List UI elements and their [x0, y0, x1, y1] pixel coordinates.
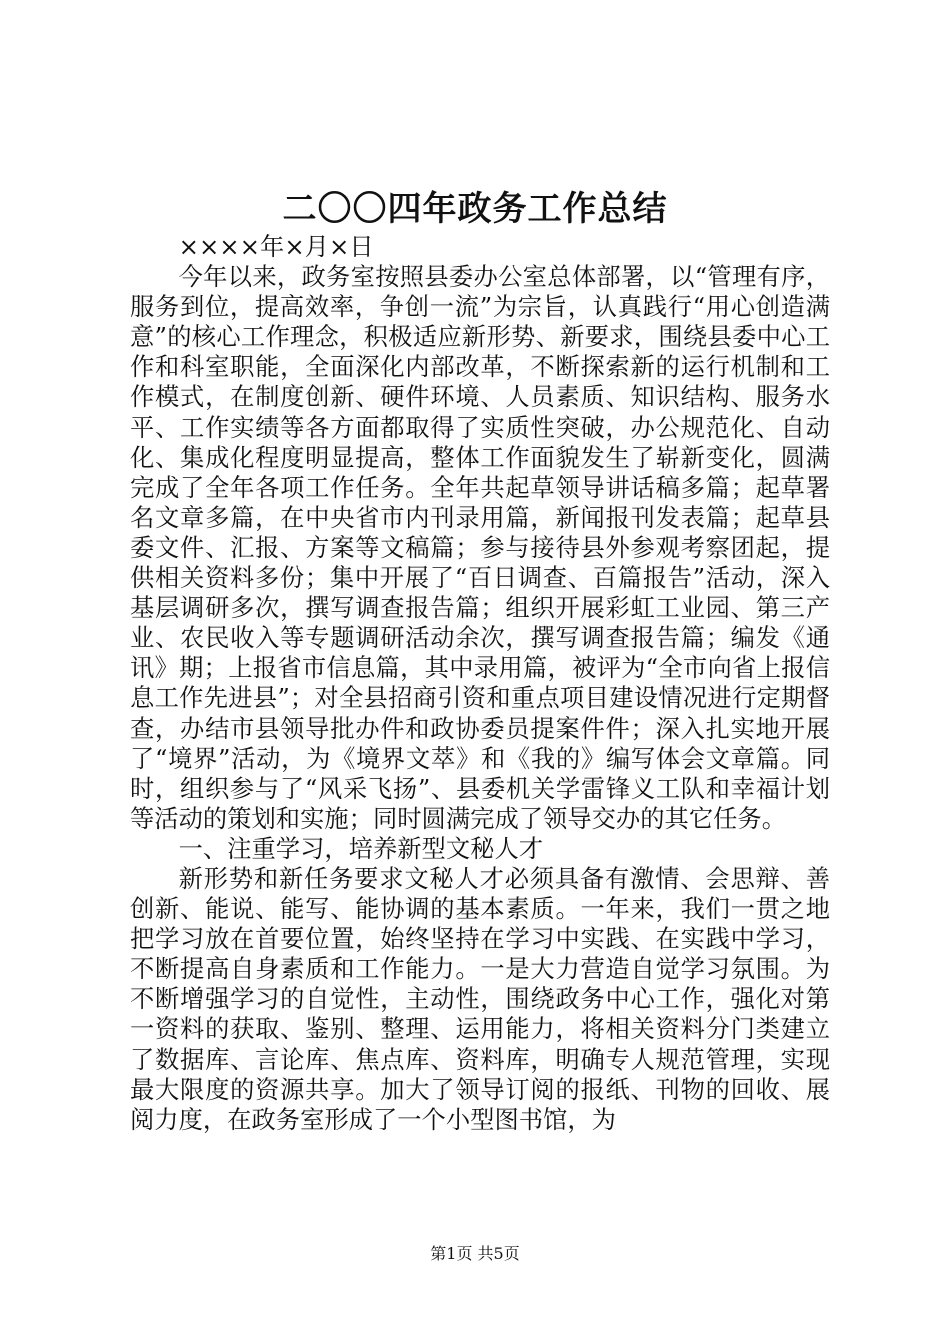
document-body — [130, 232, 830, 1135]
intro-paragraph: 今年以来，政务室按照县委办公室总体部署，以“管理有序，服务到位，提高效率，争创一流”为宗旨，认真践行“用心创造满意”的核心工作理念，积极适应新形势、新要求，围绕县委中心工作和科室职能，全面深化内部改革，不断探索新的运行机制和工作模式，在制度创新、硬件环境、人员素质、知识结构、服务水平、工作实绩等各方面都取得了实质性突破，办公规范化、自动化、集成化程度明显提高，整体工作面貌发生了崭新变化，圆满完成了全年各项工作任务。全年共起草领导讲话稿多篇；起草署名文章多篇，在中央省市内刊录用篇，新闻报刊发表篇；起草县委文件、汇报、方案等文稿篇；参与接待县外参观考察团起，提供相关资料多份；集中开展了“百日调查、百篇报告”活动，深入基层调研多次，撰写调查报告篇；组织开展彩虹工业园、第三产业、农民收入等专题调研活动余次，撰写调查报告篇；编发《通讯》期；上报省市信息篇，其中录用篇，被评为“全市向省上报信息工作先进县”；对全县招商引资和重点项目建设情况进行定期督查，办结市县领导批办件和政协委员提案件件；深入扎实地开展了“境界”活动，为《境界文萃》和《我的》编写体会文章篇。同时，组织参与了“风采飞扬”、县委机关学雷锋义工队和幸福计划等活动的策划和实施；同时圆满完成了领导交办的其它任务。 — [130, 262, 830, 833]
document-date: ××××年×月×日 — [178, 232, 374, 261]
section-heading: 一、注重学习，培养新型文秘人才 — [178, 833, 544, 863]
page-number: 第1页 共5页 — [430, 1244, 520, 1263]
document-title: 二〇〇四年政务工作总结 — [282, 189, 668, 229]
section-paragraph: 新形势和新任务要求文秘人才必须具备有激情、会思辩、善创新、能说、能写、能协调的基本素质。一年来，我们一贯之地把学习放在首要位置，始终坚持在学习中实践、在实践中学习，不断提高自身素质和工作能力。一是大力营造自觉学习氛围。为不断增强学习的自觉性，主动性，围绕政务中心工作，强化对第一资料的获取、鉴别、整理、运用能力，将相关资料分门类建立了数据库、言论库、焦点库、资料库，明确专人规范管理，实现最大限度的资源共享。加大了领导订阅的报纸、刊物的回收、展阅力度，在政务室形成了一个小型图书馆，为 — [130, 863, 830, 1134]
